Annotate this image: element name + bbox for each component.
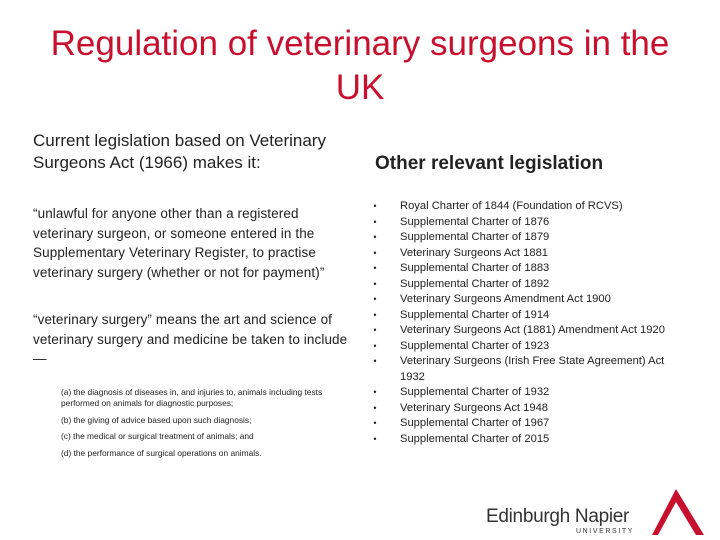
legislation-item-label: Veterinary Surgeons Act (1881) Amendment Act 1920 [400,324,665,336]
bullet-icon: • [373,216,377,227]
logo-name: Edinburgh Napier [486,506,630,527]
logo-subtitle: UNIVERSITY [576,528,635,535]
legislation-list [370,199,690,447]
definition-item: (b) the giving of advice based upon such diagnosis; [61,414,252,425]
right-column [370,152,690,447]
legislation-item-label: Supplemental Charter of 1876 [400,215,550,228]
legislation-item-label: Supplemental Charter of 1883 [400,262,550,274]
legislation-item [370,339,690,355]
legislation-item [370,323,690,339]
legislation-item-label: Supplemental Charter of 1923 [400,339,550,352]
left-column [33,130,351,464]
legislation-item [370,354,690,385]
legislation-item [370,385,690,401]
unlawful-quote: “unlawful for anyone other than a registered veterinary surgeon, or someone entered in the Supplementary Veterinary Register, to practise veterinary surgery (whether or not for payment)” [33,206,325,280]
legislation-item-label: Royal Charter of 1844 (Foundation of RCVS) [400,200,623,212]
chevron-shape [652,489,704,535]
bullet-icon: • [373,356,377,366]
bullet-icon: • [373,402,377,413]
bullet-icon: • [373,418,377,428]
legislation-item [370,261,690,277]
bullet-icon: • [373,201,377,211]
slide-title: Regulation of veterinary surgeons in the UK [50,24,670,107]
legislation-item [370,416,690,432]
legislation-item [370,292,690,308]
legislation-item-label: Supplemental Charter of 2015 [400,432,550,445]
legislation-item-label: Supplemental Charter of 1932 [400,386,550,398]
legislation-item [370,432,690,448]
bullet-icon: • [373,247,377,258]
bullet-icon: • [373,294,377,304]
other-legislation-heading: Other relevant legislation [375,153,604,174]
legislation-item-label: Supplemental Charter of 1914 [400,308,550,321]
bullet-icon: • [373,232,377,242]
legislation-item [370,308,690,324]
definition-item: (c) the medical or surgical treatment of animals; and [61,431,254,441]
legislation-item-label: Veterinary Surgeons (Irish Free State Agreement) Act 1932 [400,355,665,383]
bullet-icon: • [373,340,377,351]
legislation-item [370,246,690,262]
legislation-item-label: Veterinary Surgeons Act 1881 [400,246,549,259]
legislation-intro: Current legislation based on Veterinary Surgeons Act (1966) makes it: [33,131,326,172]
legislation-item-label: Veterinary Surgeons Act 1948 [400,401,549,414]
definition-items [61,387,351,460]
legislation-item [370,230,690,246]
bullet-icon: • [373,387,377,397]
definition-quote: “veterinary surgery” means the art and science of veterinary surgery and medicine be taken to include— [33,312,348,366]
legislation-item [370,215,690,231]
legislation-item [370,277,690,293]
legislation-item [370,401,690,417]
legislation-item-label: Supplemental Charter of 1967 [400,417,550,429]
bullet-icon: • [373,263,377,273]
edinburgh-napier-logo [486,489,711,537]
legislation-item-label: Supplemental Charter of 1879 [400,231,550,243]
legislation-item-label: Veterinary Surgeons Amendment Act 1900 [400,293,611,305]
bullet-icon: • [373,278,377,289]
bullet-icon: • [373,433,377,444]
definition-item: (d) the performance of surgical operations on animals. [61,447,262,458]
legislation-item-label: Supplemental Charter of 1892 [400,277,550,290]
legislation-item [370,199,690,215]
definition-item: (a) the diagnosis of diseases in, and injuries to, animals including tests performed on animals for diagnostic purposes; [61,386,323,408]
bullet-icon: • [373,325,377,335]
bullet-icon: • [373,309,377,320]
